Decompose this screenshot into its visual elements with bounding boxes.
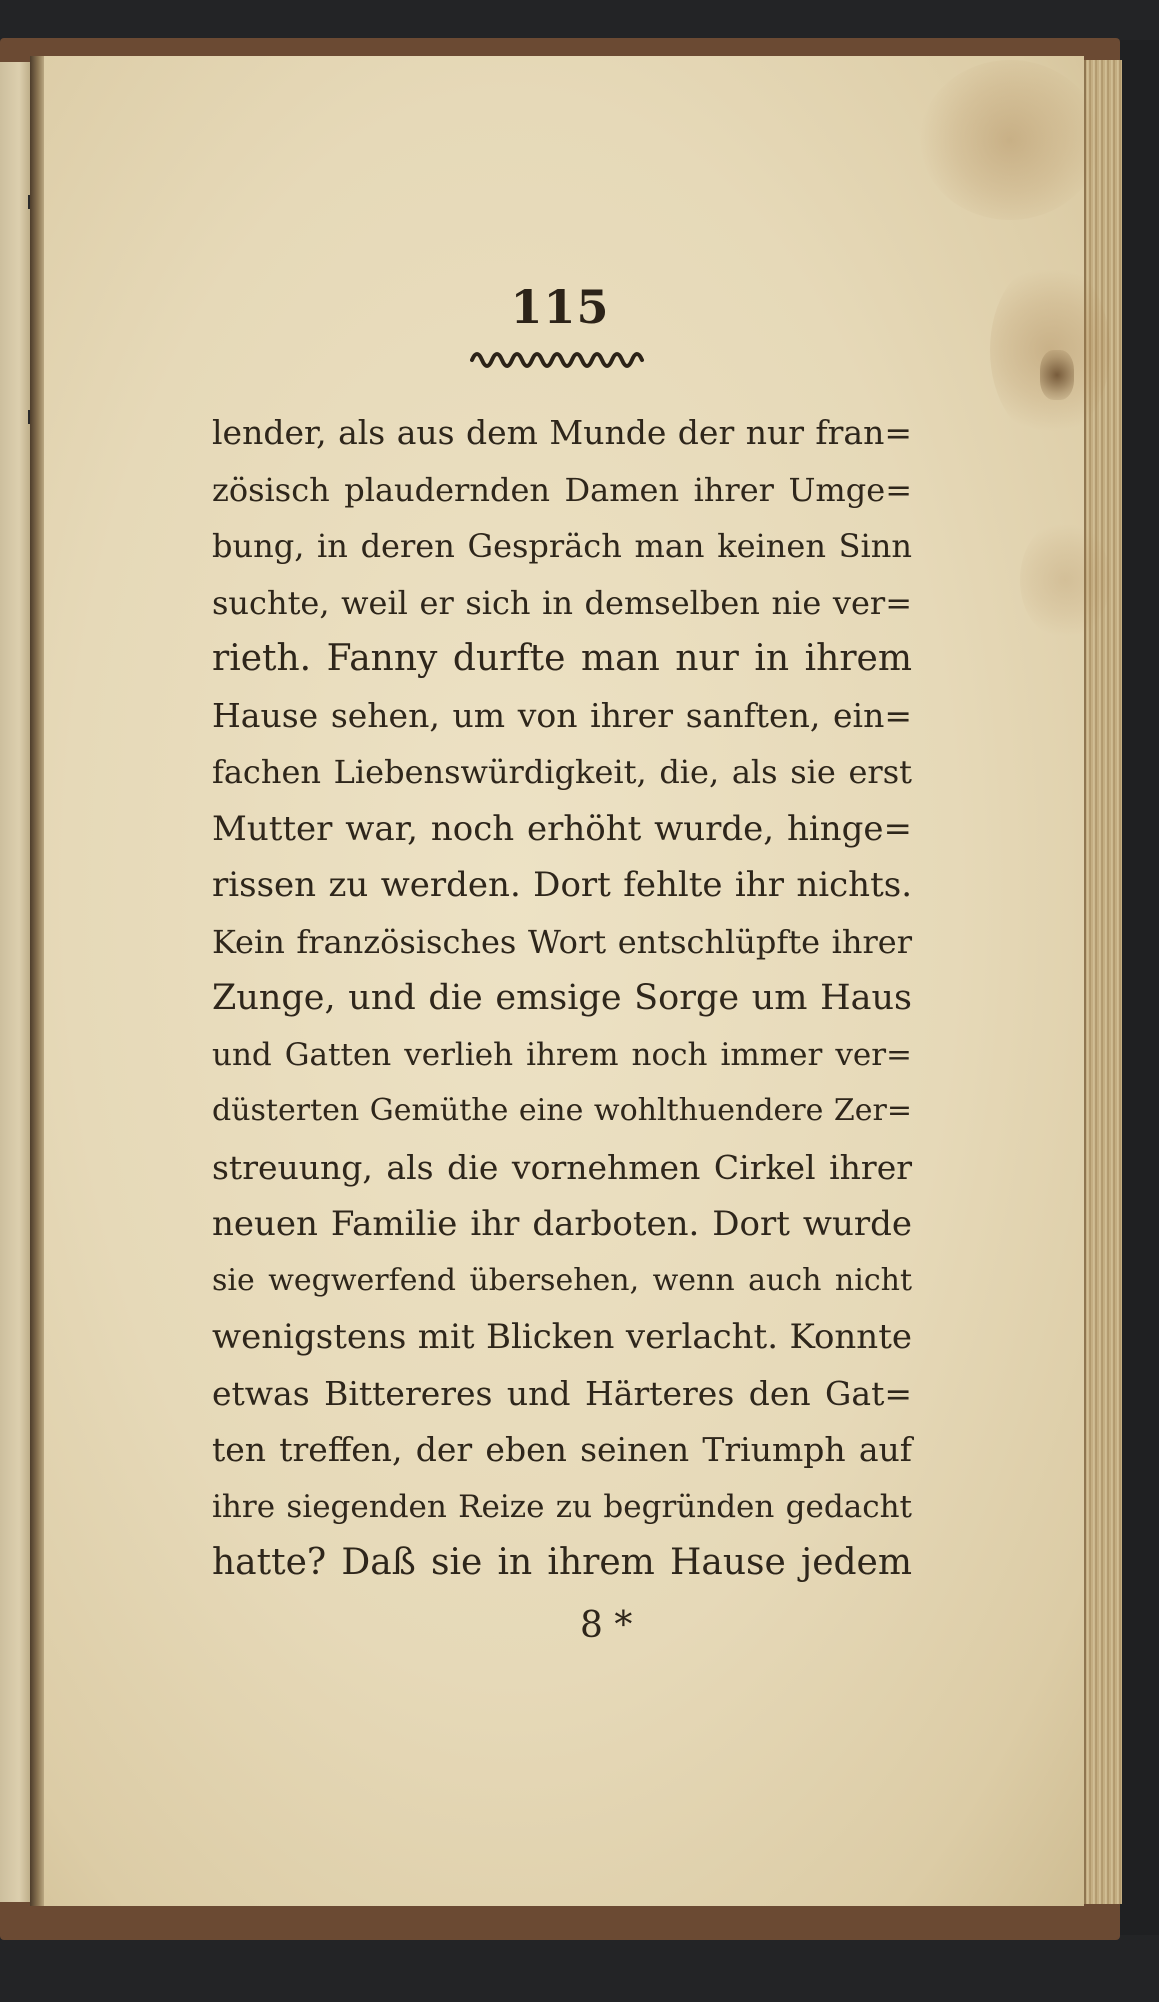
text-line: Kein französisches Wort entschlüpfte ihrer: [212, 922, 912, 961]
text-line: Hause sehen, um von ihrer sanften, ein=: [212, 695, 912, 735]
text-line: hatte? Daß sie in ihrem Hause jedem: [212, 1542, 912, 1583]
paper-damage-spot: [1040, 350, 1074, 400]
text-line: und Gatten verlieh ihrem noch immer ver=: [212, 1036, 912, 1073]
facing-page-edge: [0, 62, 32, 1902]
edge-mark: [28, 195, 30, 209]
text-line: rieth. Fanny durfte man nur in ihrem: [212, 638, 912, 679]
scanner-background-bottom: [0, 1935, 1159, 2002]
text-line: rissen zu werden. Dort fehlte ihr nichts.: [212, 865, 912, 905]
text-line: wenigstens mit Blicken verlacht. Konnte: [212, 1317, 912, 1357]
wavy-rule-ornament: [470, 346, 650, 368]
text-line: Zunge, und die emsige Sorge um Haus: [212, 978, 912, 1018]
text-line: streuung, als die vornehmen Cirkel ihrer: [212, 1147, 912, 1187]
paper-stain: [920, 60, 1100, 220]
text-line: ten treffen, der eben seinen Triumph auf: [212, 1430, 912, 1469]
text-line: fachen Liebenswürdigkeit, die, als sie erst: [212, 753, 912, 791]
page-text: [212, 405, 912, 1592]
text-line: neuen Familie ihr darboten. Dort wurde: [212, 1204, 912, 1244]
signature-mark: 8 *: [580, 1605, 633, 1646]
text-line: etwas Bittereres und Härteres den Gat=: [212, 1373, 912, 1413]
text-line: düsterten Gemüthe eine wohlthuendere Zer=: [212, 1093, 912, 1128]
text-line: suchte, weil er sich in demselben nie ver=: [212, 583, 912, 622]
text-line: bung, in deren Gespräch man keinen Sinn: [212, 527, 912, 565]
edge-mark: [28, 410, 30, 424]
scanner-background-top: [0, 0, 1159, 40]
paper-stain: [1020, 520, 1110, 640]
page-number: 115: [510, 280, 610, 334]
text-line: ihre siegenden Reize zu begründen gedacht: [212, 1488, 912, 1525]
text-line: lender, als aus dem Munde der nur fran=: [212, 413, 912, 452]
text-line: sie wegwerfend übersehen, wenn auch nicht: [212, 1262, 912, 1298]
text-line: zösisch plaudernden Damen ihrer Umge=: [212, 470, 912, 509]
text-line: Mutter war, noch erhöht wurde, hinge=: [212, 808, 912, 849]
